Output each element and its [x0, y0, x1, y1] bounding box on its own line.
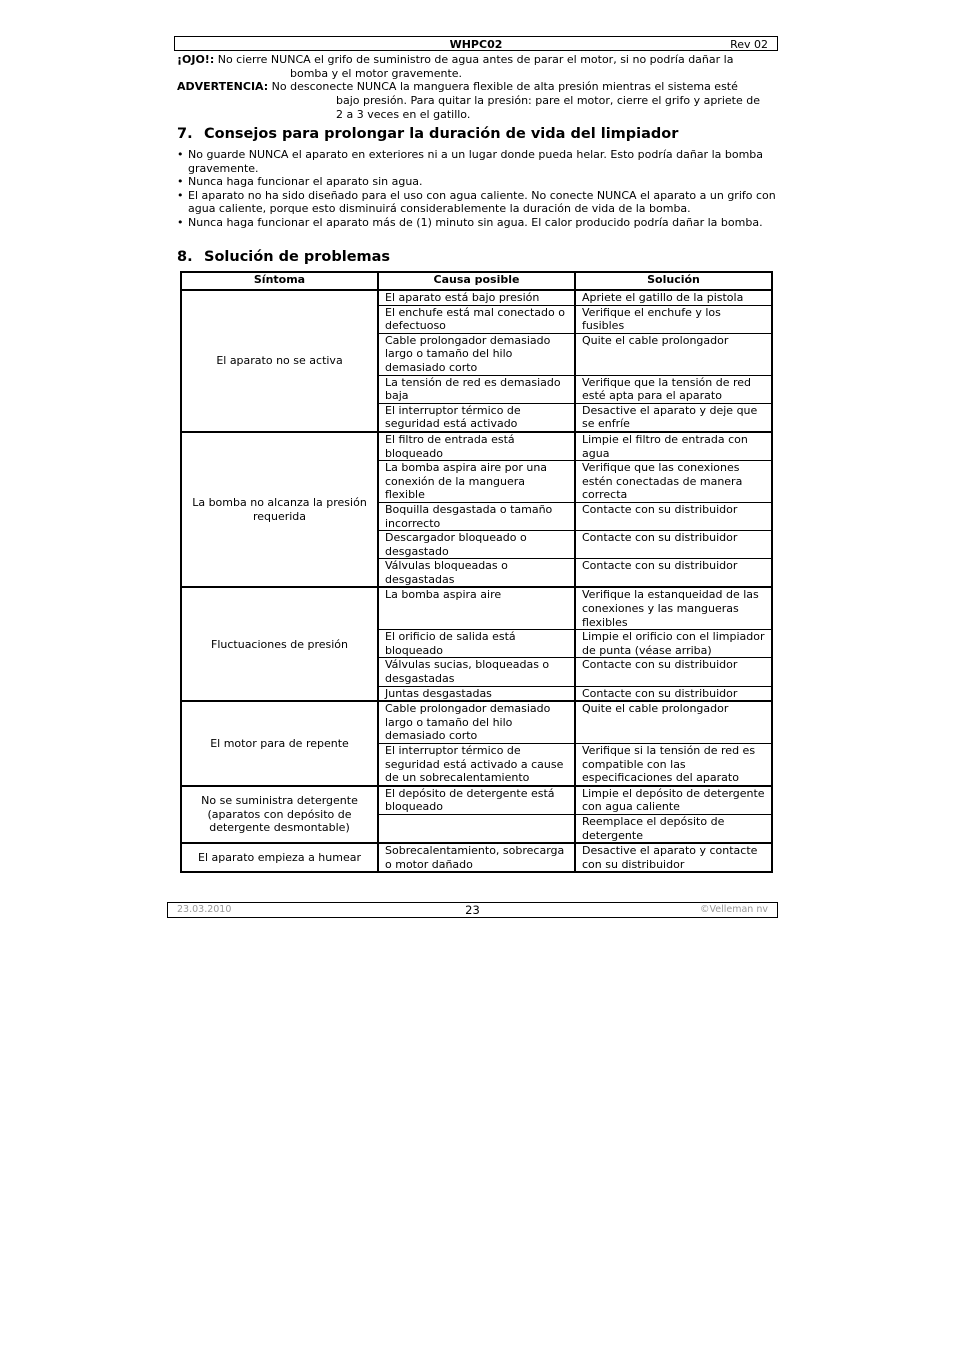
- solution-cell: Verifique el enchufe y los fusibles: [575, 305, 772, 333]
- section-7-title: Consejos para prolongar la duración de vida del limpiador: [204, 126, 679, 142]
- symptom-cell: El motor para de repente: [181, 701, 378, 786]
- advertencia-label: ADVERTENCIA:: [177, 80, 269, 93]
- table-row: [181, 701, 772, 743]
- solution-cell: Limpie el orificio con el limpiador de punta (véase arriba): [575, 630, 772, 658]
- table-row: [181, 587, 772, 629]
- cause-cell: Descargador bloqueado o desgastado: [378, 531, 575, 559]
- solution-cell: Quite el cable prolongador: [575, 333, 772, 375]
- solution-cell: Verifique que las conexiones estén conectadas de manera correcta: [575, 461, 772, 503]
- solution-cell: Limpie el filtro de entrada con agua: [575, 432, 772, 461]
- page-footer: [167, 902, 778, 918]
- ojo-line-2: bomba y el motor gravemente.: [290, 67, 463, 80]
- page-header: [174, 36, 778, 51]
- ojo-line-1: No cierre NUNCA el grifo de suministro de agua antes de parar el motor, si no podría dañar la: [214, 53, 734, 66]
- ojo-label: ¡OJO!:: [177, 53, 215, 66]
- symptom-cell: No se suministra detergente (aparatos con depósito de detergente desmontable): [181, 786, 378, 843]
- symptom-cell: El aparato no se activa: [181, 290, 378, 432]
- symptom-cell: La bomba no alcanza la presión requerida: [181, 432, 378, 588]
- table-row: [181, 786, 772, 815]
- solution-cell: Contacte con su distribuidor: [575, 502, 772, 530]
- cause-cell: El enchufe está mal conectado o defectuoso: [378, 305, 575, 333]
- list-item: • No guarde NUNCA el aparato en exteriores ni a un lugar donde pueda helar. Esto podría dañar la bomba gravemente.: [177, 148, 777, 175]
- solution-cell: Verifique que la tensión de red esté apta para el aparato: [575, 375, 772, 403]
- column-header-solution: Solución: [575, 272, 772, 290]
- solution-cell: Contacte con su distribuidor: [575, 686, 772, 701]
- list-item: • Nunca haga funcionar el aparato más de (1) minuto sin agua. El calor producido podría dañar la bomba.: [177, 216, 777, 230]
- solution-cell: Contacte con su distribuidor: [575, 559, 772, 588]
- solution-cell: Verifique si la tensión de red es compatible con las especificaciones del aparato: [575, 744, 772, 786]
- solution-cell: Limpie el depósito de detergente con agua caliente: [575, 786, 772, 815]
- page-number: 23: [465, 903, 480, 917]
- cause-cell: Cable prolongador demasiado largo o tamaño del hilo demasiado corto: [378, 701, 575, 743]
- table-header-row: [181, 272, 772, 290]
- cause-cell: [378, 814, 575, 843]
- cause-cell: El depósito de detergente está bloqueado: [378, 786, 575, 815]
- solution-cell: Desactive el aparato y deje que se enfríe: [575, 403, 772, 432]
- solution-cell: Reemplace el depósito de detergente: [575, 814, 772, 843]
- section-7-number: 7.: [177, 126, 193, 142]
- table-row: [181, 843, 772, 872]
- advertencia-line-2: bajo presión. Para quitar la presión: pare el motor, cierre el grifo y apriete de: [336, 94, 760, 107]
- footer-date: 23.03.2010: [177, 904, 232, 915]
- table-row: [181, 432, 772, 461]
- list-item: • El aparato no ha sido diseñado para el uso con agua caliente. No conecte NUNCA el aparato a un grifo con agua caliente, porque esto disminuirá considerablemente la duración de vida de la bomba.: [177, 189, 777, 216]
- troubleshooting-table: [180, 271, 773, 873]
- solution-cell: Verifique la estanqueidad de las conexiones y las mangueras flexibles: [575, 587, 772, 629]
- model-number: WHPC02: [449, 38, 503, 51]
- cause-cell: El interruptor térmico de seguridad está activado: [378, 403, 575, 432]
- section-7-heading: [177, 126, 678, 142]
- column-header-cause: Causa posible: [378, 272, 575, 290]
- solution-cell: Contacte con su distribuidor: [575, 658, 772, 686]
- list-item: • Nunca haga funcionar el aparato sin agua.: [177, 175, 777, 189]
- cause-cell: El filtro de entrada está bloqueado: [378, 432, 575, 461]
- solution-cell: Apriete el gatillo de la pistola: [575, 290, 772, 305]
- cause-cell: Válvulas bloqueadas o desgastadas: [378, 559, 575, 588]
- cause-cell: El interruptor térmico de seguridad está activado a cause de un sobrecalentamiento: [378, 744, 575, 786]
- advertencia-note: [177, 80, 777, 122]
- table-row: [181, 290, 772, 305]
- cause-cell: Boquilla desgastada o tamaño incorrecto: [378, 502, 575, 530]
- section-8-title: Solución de problemas: [204, 249, 391, 265]
- advertencia-line-3: 2 a 3 veces en el gatillo.: [336, 108, 471, 121]
- cause-cell: La tensión de red es demasiado baja: [378, 375, 575, 403]
- section-8-number: 8.: [177, 249, 193, 265]
- section-8-heading: [177, 249, 390, 265]
- solution-cell: Quite el cable prolongador: [575, 701, 772, 743]
- cause-cell: El orificio de salida está bloqueado: [378, 630, 575, 658]
- ojo-note: [177, 53, 777, 81]
- cause-cell: Juntas desgastadas: [378, 686, 575, 701]
- solution-cell: Contacte con su distribuidor: [575, 531, 772, 559]
- cause-cell: Sobrecalentamiento, sobrecarga o motor dañado: [378, 843, 575, 872]
- column-header-symptom: Síntoma: [181, 272, 378, 290]
- symptom-cell: El aparato empieza a humear: [181, 843, 378, 872]
- tips-list: [177, 148, 777, 230]
- cause-cell: La bomba aspira aire por una conexión de la manguera flexible: [378, 461, 575, 503]
- advertencia-line-1: No desconecte NUNCA la manguera flexible de alta presión mientras el sistema esté: [268, 80, 738, 93]
- cause-cell: Válvulas sucias, bloqueadas o desgastadas: [378, 658, 575, 686]
- cause-cell: La bomba aspira aire: [378, 587, 575, 629]
- revision: Rev 02: [730, 38, 768, 51]
- footer-copyright: ©Velleman nv: [700, 904, 768, 915]
- cause-cell: Cable prolongador demasiado largo o tamaño del hilo demasiado corto: [378, 333, 575, 375]
- symptom-cell: Fluctuaciones de presión: [181, 587, 378, 701]
- cause-cell: El aparato está bajo presión: [378, 290, 575, 305]
- solution-cell: Desactive el aparato y contacte con su distribuidor: [575, 843, 772, 872]
